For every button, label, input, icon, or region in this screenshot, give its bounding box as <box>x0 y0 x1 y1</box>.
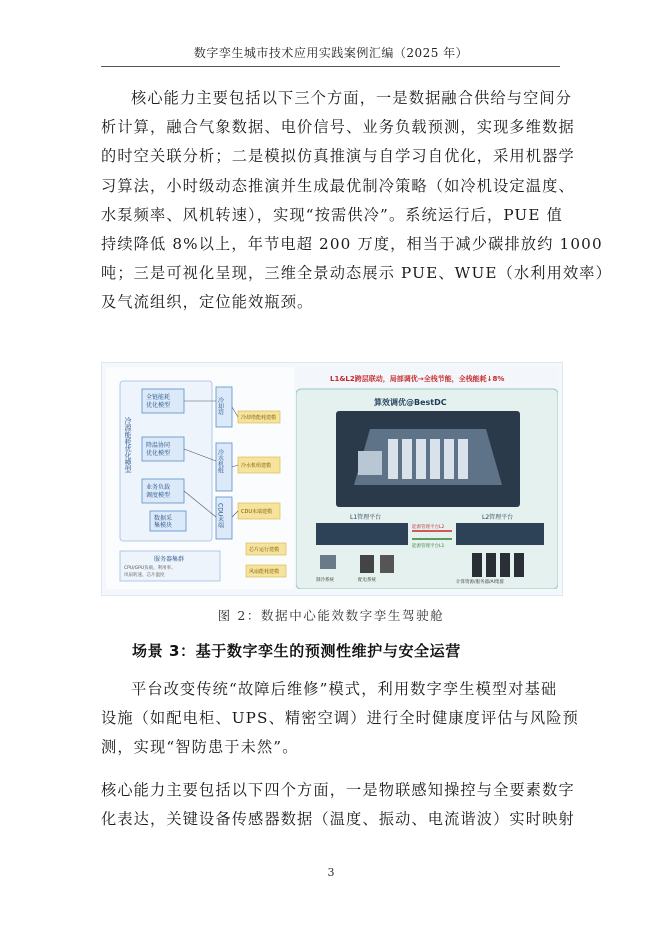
text-line: 析计算，融合气象数据、电价信号、业务负载预测，实现多维数据 <box>101 118 575 137</box>
text-line: 核心能力主要包括以下三个方面，一是数据融合供给与空间分 <box>131 89 573 107</box>
paragraph-core-capabilities <box>101 84 612 318</box>
server-cluster-sub: 风扇转速、芯片温度 <box>124 573 165 578</box>
yellow-box-label: 冷水机组建模 <box>241 463 272 469</box>
model-box-label: 集模块 <box>154 522 173 529</box>
device-box-label: 冷水机组 <box>216 449 224 473</box>
running-header: 数字孪生城市技术应用实践案例汇编（2025 年） <box>193 46 469 60</box>
arrow-top-label: 能源管理平台L2 <box>412 525 445 530</box>
paragraph-predictive-maintenance <box>101 675 579 763</box>
device-box-label: 冷却塔 <box>216 397 224 415</box>
model-box-label: 降温协同 <box>146 442 171 449</box>
device-box-label: CDU末端 <box>216 503 224 529</box>
text-line: 平台改变传统“故障后维修”模式，利用数字孪生模型对基础 <box>131 680 558 698</box>
l2-platform-label: L2管理平台 <box>482 514 514 521</box>
page-number: 3 <box>327 866 335 879</box>
text-line: 吨；三是可视化呈现，三维全景动态展示 PUE、WUE（水利用效率） <box>101 264 612 283</box>
dashboard-title: 算效调优@BestDC <box>374 398 447 407</box>
paragraph-four-capabilities <box>101 776 575 834</box>
text-line: 设施（如配电柜、UPS、精密空调）进行全时健康度评估与风险预 <box>101 709 579 728</box>
figure-left-diagram <box>106 367 294 589</box>
text-line: 核心能力主要包括以下四个方面，一是物联感知操控与全要素数字 <box>101 781 575 799</box>
header-rule <box>101 66 560 67</box>
model-box-label: 优化模型 <box>146 450 171 457</box>
yellow-box-label: 风扇能耗建模 <box>249 569 280 575</box>
text-line: 水泵频率、风机转速），实现“按需供冷”。系统运行后，PUE 值 <box>101 205 563 224</box>
server-cluster-sub: CPU/GPU负载、利用率、 <box>124 566 176 571</box>
yellow-box-label: CDU末端建模 <box>241 509 273 515</box>
l1-platform-label: L1管理平台 <box>350 514 382 521</box>
banner-text: L1&L2跨层联动，局部调优→全栈节能，全栈能耗↓8% <box>330 375 505 383</box>
model-box-label: 数据采 <box>154 515 173 522</box>
text-line: 持续降低 8%以上，年节电超 200 万度，相当于减少碳排放约 1000 <box>101 235 603 254</box>
figure-energy-cockpit <box>101 362 563 596</box>
arrow-bottom-label: 能源管理平台L1 <box>412 544 445 549</box>
cockpit-dashboard <box>296 367 558 589</box>
text-line: 习算法，小时级动态推演并生成最优制冷策略（如冷机设定温度、 <box>101 176 575 195</box>
model-box-label: 全链能耗 <box>146 394 171 401</box>
item-compute: 计算资源/服务器/AI集群 <box>456 580 504 585</box>
text-line: 及气流组织，定位能效瓶颈。 <box>101 293 314 312</box>
model-box-label: 调度模型 <box>146 492 171 499</box>
yellow-box-label: 芯片运行建模 <box>249 547 280 553</box>
model-box-label: 优化模型 <box>146 402 171 409</box>
section-heading: 场景 3：基于数字孪生的预测性维护与安全运营 <box>132 642 461 660</box>
model-box-label: 业务负载 <box>146 484 171 491</box>
yellow-box-label: 冷却塔能耗建模 <box>241 415 277 421</box>
item-cooling: 制冷系统 <box>316 578 334 583</box>
outer-model-label: 冷源能耗优化模型 <box>124 417 132 473</box>
text-line: 的时空关联分析；二是模拟仿真推演与自学习自优化，采用机器学 <box>101 147 575 166</box>
figure-right-dashboard <box>296 367 558 589</box>
text-line: 化表达，关键设备传感器数据（温度、振动、电流谐波）实时映射 <box>101 810 575 829</box>
cooling-model-diagram <box>106 367 294 589</box>
server-cluster-label: 服务器集群 <box>154 556 185 563</box>
figure-caption: 图 2：数据中心能效数字孪生驾驶舱 <box>217 608 445 623</box>
item-power: 配电系统 <box>358 578 376 583</box>
text-line: 测，实现“智防患于未然”。 <box>101 738 299 757</box>
